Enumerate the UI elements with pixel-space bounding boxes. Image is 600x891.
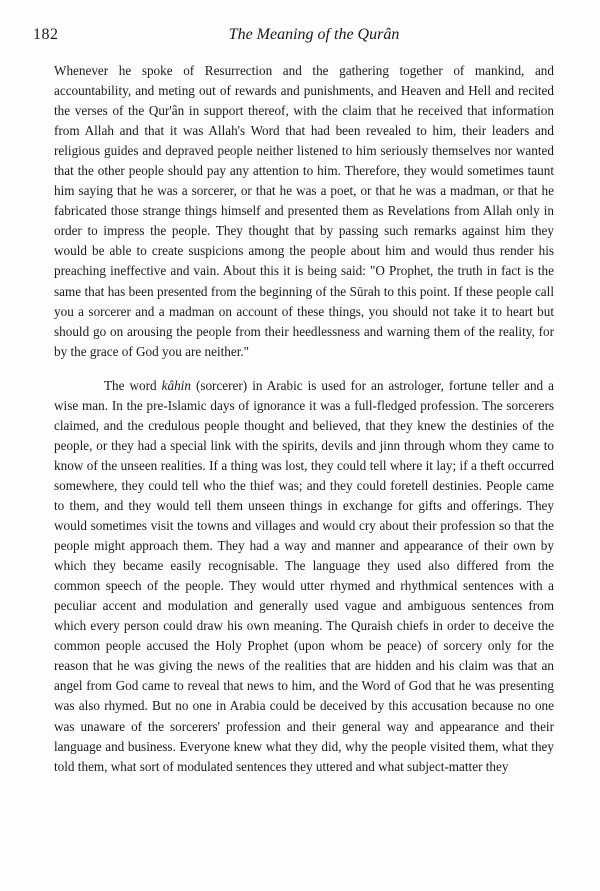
paragraph-2-lead: The word (104, 377, 162, 393)
paragraph-2-text: (sorcerer) in Arabic is used for an astrologer, fortune teller and a wise man. In the pre-Islamic days of ignorance it was a full-fledged profession. The sorcerers claimed, and the credulous people thought and believed, that they knew the destinies of the people, or they had a special link with the spirits, devils and jinn through whom they came to know of the unseen realities. If a thing was lost, they could tell where it lay; if a theft occurred somewhere, they could tell who the thief was; and they could foretell destinies. People came to them, and they would tell them unseen things in exchange for gifts and offerings. They would sometimes visit the towns and villages and would cry about their profession so that the people might approach them. They had a way and manner and appearance of their own by which they became easily recognisable. The language they used also differed from the common speech of the people. They would utter rhymed and rhythmical sentences with a peculiar accent and modulation and generally used vague and ambiguous sentences from which every person could draw his own meaning. The Quraish chiefs in order to deceive the common people accused the Holy Prophet (upon whom be peace) of sorcery only for the reason that he was giving the news of the realities that are hidden and his claim was that an angel from God came to reveal that news to him, and the Word of God that he was presenting was also rhymed. But no one in Arabia could be deceived by this accusation because no one was unaware of the sorcerers' profession and their general way and appearance and their language and business. Everyone knew what they did, why the people visited them, what they told them, what sort of modulated sentences they uttered and what subject-matter they (54, 377, 554, 774)
page-header (33, 26, 555, 48)
body-text (54, 61, 554, 777)
running-title: The Meaning of the Qurân (228, 26, 400, 43)
paragraph-1: Whenever he spoke of Resurrection and the gathering together of mankind, and accountability, and meting out of rewards and punishments, and Heaven and Hell and recited the verses of the Qur'ân in support thereof, with the claim that he received that information from Allah and that it was Allah's Word that had been revealed to him, their leaders and religious guides and depraved people neither listened to him seriously themselves nor wanted that the other people should pay any attention to him. Therefore, they would sometimes taunt him saying that he was a sorcerer, or that he was a poet, or that he was a madman, or that he fabricated those strange things himself and presented them as Revelations from Allah only in order to impress the people. They thought that by passing such remarks against him they would be able to create suspicions among the people about him and would thus render his preaching ineffective and vain. About this it is being said: "O Prophet, the truth in fact is the same that has been presented from the beginning of the Sūrah to this point. If these people call you a sorcerer and a madman on account of these things, you should not take it to heart but should go on arousing the people from their heedlessness and warning them of the reality, for by the grace of God you are neither." (54, 63, 554, 359)
page-number: 182 (33, 26, 59, 43)
arabic-term: kâhin (161, 377, 191, 393)
paragraph-2 (54, 376, 554, 777)
